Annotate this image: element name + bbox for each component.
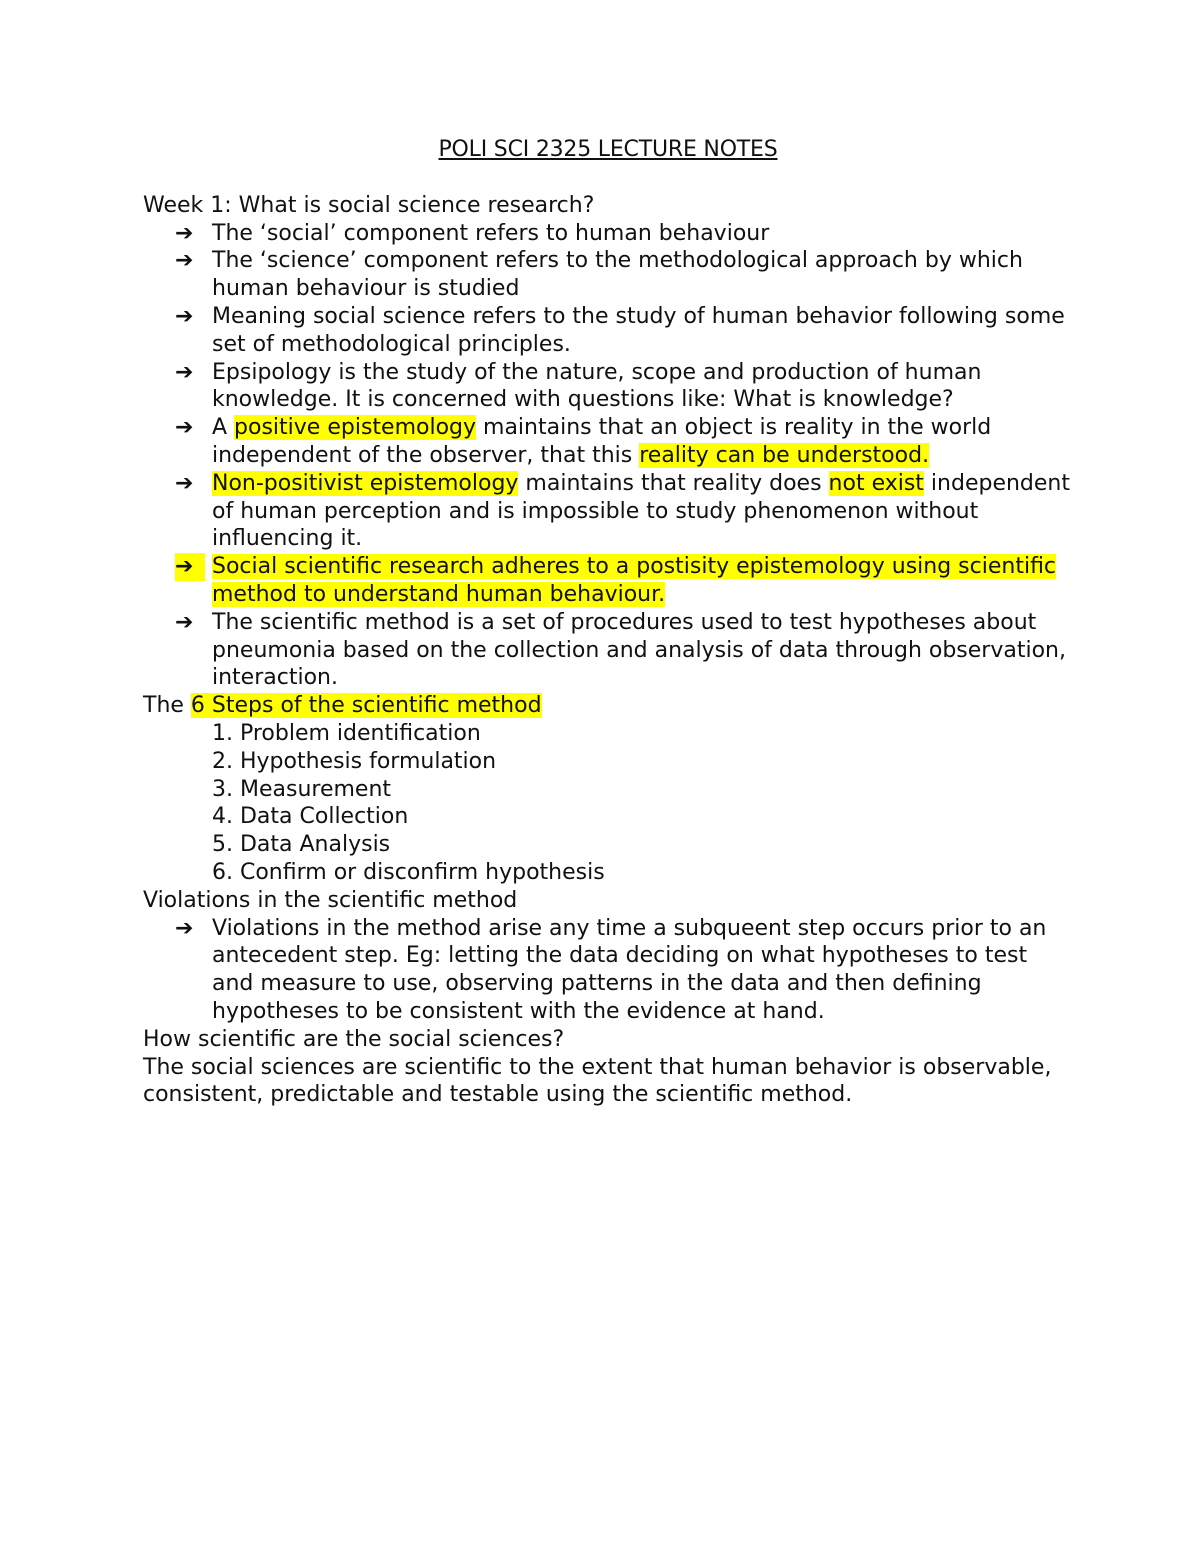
arrow-icon: ➔ [175, 470, 194, 496]
bullet-text: maintains that reality does [518, 470, 829, 496]
bullet-item [143, 303, 1073, 359]
arrow-icon: ➔ [175, 553, 205, 581]
steps-heading [143, 692, 1073, 720]
bullet-item [143, 470, 1073, 553]
arrow-icon: ➔ [175, 415, 194, 441]
week-heading: Week 1: What is social science research? [143, 192, 595, 218]
document-title: POLI SCI 2325 LECTURE NOTES [438, 137, 778, 162]
bullet-text: The ‘social’ component refers to human behaviour [212, 220, 770, 246]
violations-heading: Violations in the scientific method [143, 887, 518, 913]
highlighted-text: reality can be understood. [639, 442, 930, 468]
violations-bullet [143, 915, 1073, 1026]
week-1-bullet-list [143, 220, 1073, 693]
bullet-text: The scientific method is a set of procedures used to test hypotheses about pneumonia based on the collection and analysis of data through observation, interaction. [212, 609, 1066, 691]
bullet-text: Meaning social science refers to the study of human behavior following some set of methodological principles. [212, 303, 1065, 357]
arrow-icon: ➔ [175, 359, 194, 385]
violations-bullet-list [143, 915, 1073, 1026]
arrow-icon: ➔ [175, 303, 194, 329]
step-item: 6. Confirm or disconfirm hypothesis [212, 859, 605, 885]
bullet-item [143, 359, 1073, 415]
highlighted-text: not exist [828, 470, 924, 496]
step-item: 4. Data Collection [212, 804, 409, 830]
bullet-text: Epsipology is the study of the nature, scope and production of human knowledge. It is concerned with questions like: What is knowledge? [212, 359, 982, 413]
steps-heading-prefix: The [143, 693, 191, 719]
arrow-icon: ➔ [175, 248, 194, 274]
bullet-item [143, 247, 1073, 303]
bullet-item [143, 220, 1073, 248]
violations-bullet-text: Violations in the method arise any time a subqueent step occurs prior to an antecedent step. Eg: letting the data deciding on what hypotheses to test and measure to use, observing patterns in the data and then defining hypotheses to be consistent with the evidence at hand. [212, 915, 1047, 1024]
bullet-text: The ‘science’ component refers to the methodological approach by which human behaviour is studied [212, 248, 1023, 302]
bullet-text: independent of human perception and is impossible to study phenomenon without influencing it. [212, 470, 1070, 552]
arrow-icon: ➔ [175, 915, 194, 941]
step-item: 5. Data Analysis [212, 832, 391, 858]
bullet-item [143, 609, 1073, 692]
lecture-notes [143, 136, 1073, 1109]
bullet-text: maintains that an object is reality in the world independent of the observer, that this [212, 415, 992, 468]
highlighted-text: positive epistemology [234, 415, 477, 441]
bullet-item [143, 553, 1073, 609]
steps-heading-highlight: 6 Steps of the scientific method [190, 693, 542, 719]
step-item: 2. Hypothesis formulation [212, 748, 497, 774]
scientific-method-steps [143, 720, 1073, 887]
question-heading: How scientific are the social sciences? [143, 1026, 565, 1052]
step-item: 3. Measurement [212, 776, 392, 802]
arrow-icon: ➔ [175, 609, 194, 635]
step-item: 1. Problem identification [212, 720, 481, 746]
highlighted-text: Non-positivist epistemology [212, 470, 519, 496]
arrow-icon: ➔ [175, 220, 194, 246]
highlighted-text: Social scientific research adheres to a postisity epistemology using scientific method to understand human behaviour. [212, 554, 1057, 607]
bullet-text: A [212, 415, 235, 441]
bullet-item [143, 414, 1073, 470]
conclusion-paragraph: The social sciences are scientific to the extent that human behavior is observable, consistent, predictable and testable using the scientific method. [143, 1054, 1052, 1108]
